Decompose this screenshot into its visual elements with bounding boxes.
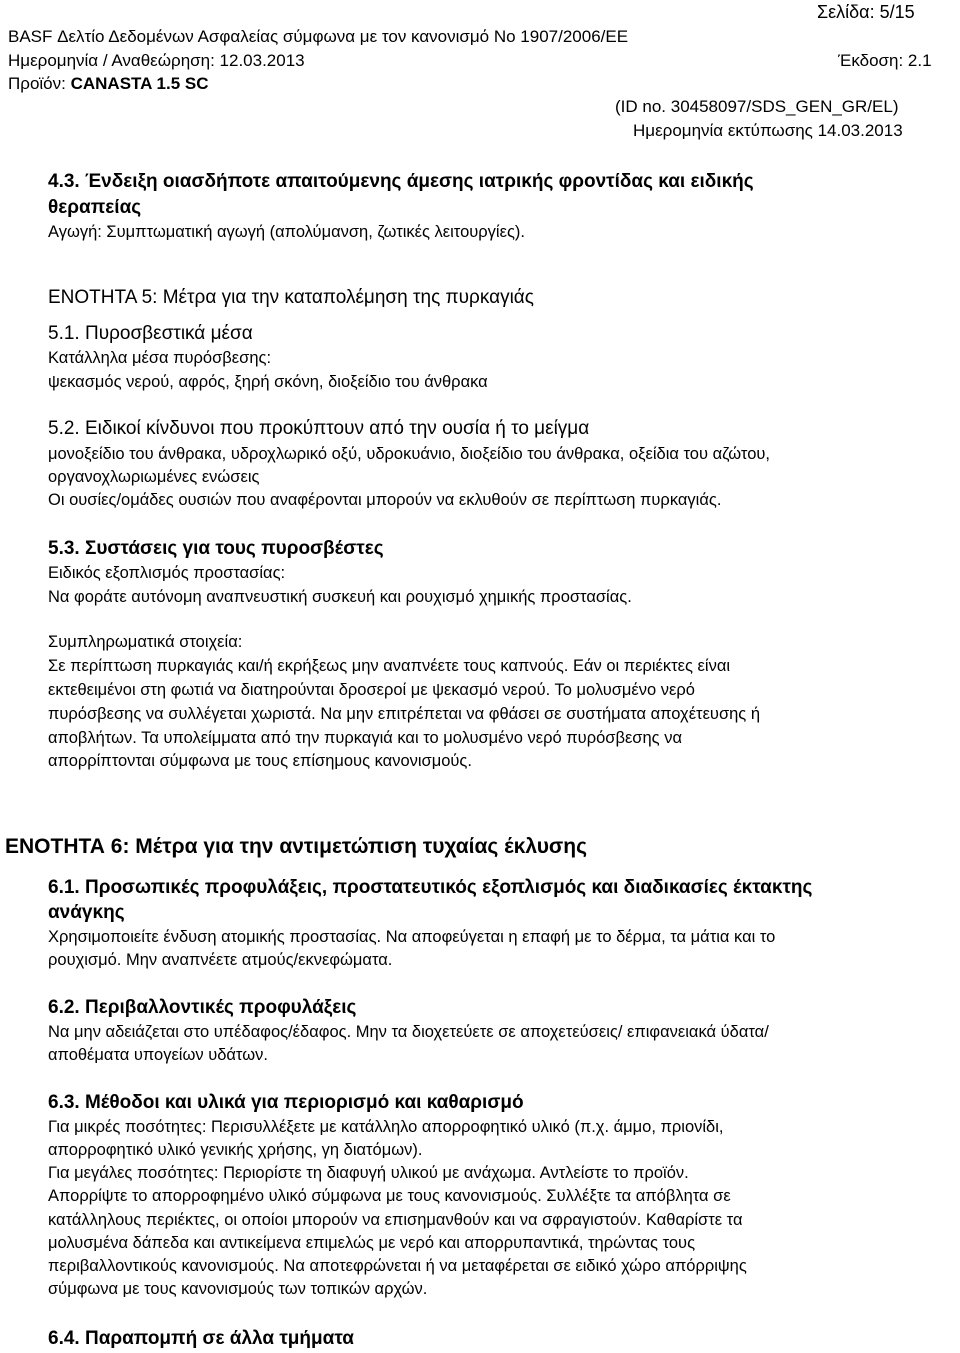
product-line [8,74,209,94]
header-title: BASF Δελτίο Δεδομένων Ασφαλείας σύμφωνα με τον κανονισμό Νο 1907/2006/ΕΕ [8,27,629,46]
section-6-2-line2: αποθέματα υπογείων υδάτων. [48,1046,268,1064]
section-6-4-title: 6.4. Παραπομπή σε άλλα τμήματα [48,1328,354,1349]
print-date: Ημερομηνία εκτύπωσης 14.03.2013 [633,121,903,140]
section-5-3-line6: πυρόσβεσης να συλλέγεται χωριστά. Να μην επιτρέπεται να φθάσει σε συστήματα αποχέτευσης ή [48,705,761,723]
section-5-title: ΕΝΟΤΗΤΑ 5: Μέτρα για την καταπολέμηση της πυρκαγιάς [48,287,534,308]
section-6-title: ΕΝΟΤΗΤΑ 6: Μέτρα για την αντιμετώπιση τυχαίας έκλυσης [5,835,588,858]
id-number: (ID no. 30458097/SDS_GEN_GR/EL) [615,97,899,116]
section-6-3-line1: Για μικρές ποσότητες: Περισυλλέξετε με κατάλληλο απορροφητικό υλικό (π.χ. άμμο, πριονίδι, [48,1118,724,1136]
section-5-3-title: 5.3. Συστάσεις για τους πυροσβέστες [48,538,384,559]
section-5-3-line8: απορρίπτονται σύμφωνα με τους επίσημους κανονισμούς. [48,752,472,770]
section-5-3-line2: Να φοράτε αυτόνομη αναπνευστική συσκευή και ρουχισμό χημικής προστασίας. [48,588,632,606]
section-5-2-line1: μονοξείδιο του άνθρακα, υδροχλωρικό οξύ, υδροκυάνιο, διοξείδιο του άνθρακα, οξείδια του αζώτου, [48,445,770,463]
section-6-3-line8: σύμφωνα με τους κανονισμούς των τοπικών αρχών. [48,1280,428,1298]
section-6-2-line1: Να μην αδειάζεται στο υπέδαφος/έδαφος. Μην τα διοχετεύετε σε αποχετεύσεις/ επιφανειακά ύδατα/ [48,1023,769,1041]
section-5-2-line3: Οι ουσίες/ομάδες ουσιών που αναφέρονται μπορούν να εκλυθούν σε περίπτωση πυρκαγιάς. [48,491,722,509]
section-4-3-title-line1: 4.3. Ένδειξη οιασδήποτε απαιτούμενης άμεσης ιατρικής φροντίδας και ειδικής [48,171,754,192]
section-6-3-line6: μολυσμένα δάπεδα και αντικείμενα επιμελώς με νερό και απορρυπαντικά, τηρώντας τους [48,1234,696,1252]
section-5-3-line4: Σε περίπτωση πυρκαγιάς και/ή εκρήξεως μην αναπνέετε τους καπνούς. Εάν οι περιέκτες είναι [48,657,731,675]
section-6-3-line3: Για μεγάλες ποσότητες: Περιορίστε τη διαφυγή υλικού με ανάχωμα. Αντλείστε το προϊόν. [48,1164,689,1182]
section-6-1-line2: ρουχισμό. Μην αναπνέετε ατμούς/εκνεφώματα. [48,951,393,969]
section-5-1-title: 5.1. Πυροσβεστικά μέσα [48,323,253,344]
section-6-1-title-line1: 6.1. Προσωπικές προφυλάξεις, προστατευτικός εξοπλισμός και διαδικασίες έκτακτης [48,877,813,898]
section-5-1-line1: Κατάλληλα μέσα πυρόσβεσης: [48,349,272,367]
section-6-3-line5: κατάλληλους περιέκτες, οι οποίοι μπορούν να επισημανθούν και να σφραγιστούν. Καθαρίστε τα [48,1211,743,1229]
section-5-1-line2: ψεκασμός νερού, αφρός, ξηρή σκόνη, διοξείδιο του άνθρακα [48,373,488,391]
section-5-3-line5: εκτεθειμένοι στη φωτιά να διατηρούνται δροσεροί με ψεκασμό νερού. Το μολυσμένο νερό [48,681,695,699]
revision-date: Ημερομηνία / Αναθεώρηση: 12.03.2013 [8,51,305,70]
document-header [0,0,960,140]
section-5-3-line3: Συμπληρωματικά στοιχεία: [48,633,243,651]
product-name: CANASTA 1.5 SC [70,74,209,93]
section-5-2-line2: οργανοχλωριωμένες ενώσεις [48,468,260,486]
section-4-3-text: Αγωγή: Συμπτωματική αγωγή (απολύμανση, ζωτικές λειτουργίες). [48,223,525,241]
version: Έκδοση: 2.1 [838,51,932,70]
section-5-2-title: 5.2. Ειδικοί κίνδυνοι που προκύπτουν από την ουσία ή το μείγμα [48,418,590,439]
section-6-3-line2: απορροφητικό υλικό γενικής χρήσης, γη διατόμων). [48,1141,423,1159]
section-6-3-line7: περιβαλλοντικούς κανονισμούς. Να αποτεφρώνεται ή να μεταφέρεται σε ειδικό χώρο απόρριψης [48,1257,747,1275]
section-5-3-line1: Ειδικός εξοπλισμός προστασίας: [48,564,286,582]
section-6-1-line1: Χρησιμοποιείτε ένδυση ατομικής προστασίας. Να αποφεύγεται η επαφή με το δέρμα, τα μάτια και το [48,928,776,946]
section-5-3-line7: αποβλήτων. Τα υπολείμματα από την πυρκαγιά και το μολυσμένο νερό πυρόσβεσης να [48,729,682,747]
section-6-2-title: 6.2. Περιβαλλοντικές προφυλάξεις [48,997,357,1018]
section-6-1-title-line2: ανάγκης [48,902,125,923]
section-4-3-title-line2: θεραπείας [48,197,142,218]
page-number: Σελίδα: 5/15 [817,2,915,22]
section-6-3-line4: Απορρίψτε το απορροφημένο υλικό σύμφωνα με τους κανονισμούς. Συλλέξτε τα απόβλητα σε [48,1187,731,1205]
section-6-3-title: 6.3. Μέθοδοι και υλικά για περιορισμό και καθαρισμό [48,1092,524,1113]
product-label: Προϊόν: [8,74,71,93]
